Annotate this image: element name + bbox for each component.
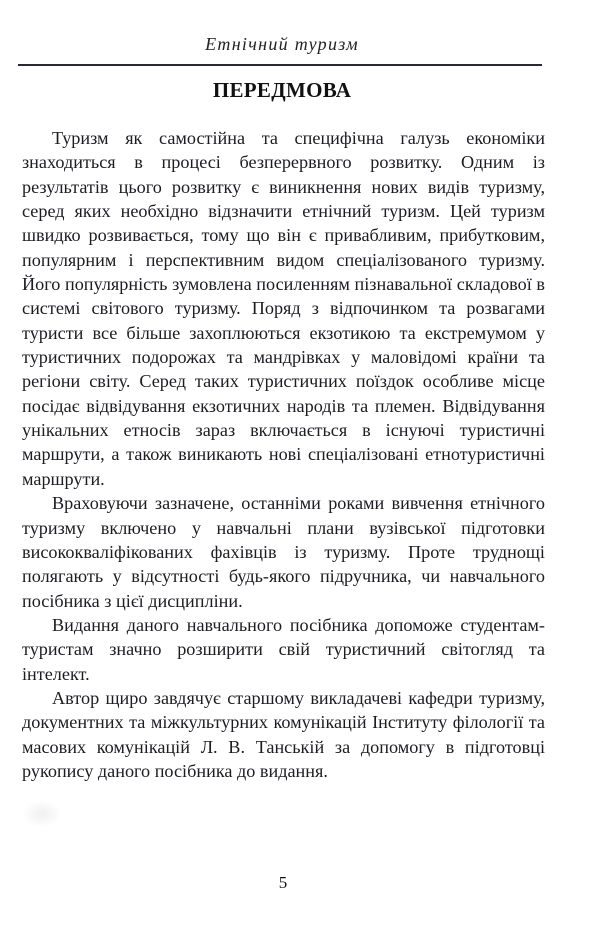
paragraph: Видання даного навчального посібника допоможе студентам-туристам значно розширити свій туристичний світогляд та інтелект.	[22, 614, 545, 684]
paragraph: Туризм як самостійна та специфічна галузь економіки знаходиться в процесі безперервного розвитку. Одним із результатів цього розвитку є виникнення нових видів туризму, серед яких необхідно відзначити етнічний туризм. Цей туризм швидко розвивається, тому що він є привабливим, прибутковим, популярним і перспективним видом спеціалізованого туризму. Його популярність зумовлена посиленням пізнавальної складової в системі світового туризму. Поряд з відпочинком та розвагами туристи все більше захоплюються екзотикою та екстремумом у туристичних подорожах та мандрівках у маловідомі країни та регіони світу. Серед таких туристичних поїздок особливе місце посідає відвідування екзотичних народів та племен. Відвідування унікальних етносів зараз включається в існуючі туристичні маршрути, а також виникають нові спеціалізовані етнотуристичні маршрути.	[22, 128, 545, 489]
scan-smudge	[22, 800, 62, 828]
running-header: Етнічний туризм	[205, 34, 359, 54]
body-text	[22, 126, 545, 783]
header-rule	[18, 64, 542, 66]
page-title: ПЕРЕДМОВА	[212, 78, 352, 102]
page-number: 5	[278, 873, 288, 892]
paragraph: Враховуючи зазначене, останніми роками вивчення етнічного туризму включено у навчальні плани вузівської підготовки висококваліфікованих фахівців із туризму. Проте труднощі полягають у відсутності будь-якого підручника, чи навчального посібника з цієї дисципліни.	[22, 493, 545, 611]
paragraph: Автор щиро завдячує старшому викладачеві кафедри туризму, документних та міжкультурних комунікацій Інституту філології та масових комунікацій Л. В. Танській за допомогу в підготовці рукопису даного посібника до видання.	[22, 687, 545, 781]
